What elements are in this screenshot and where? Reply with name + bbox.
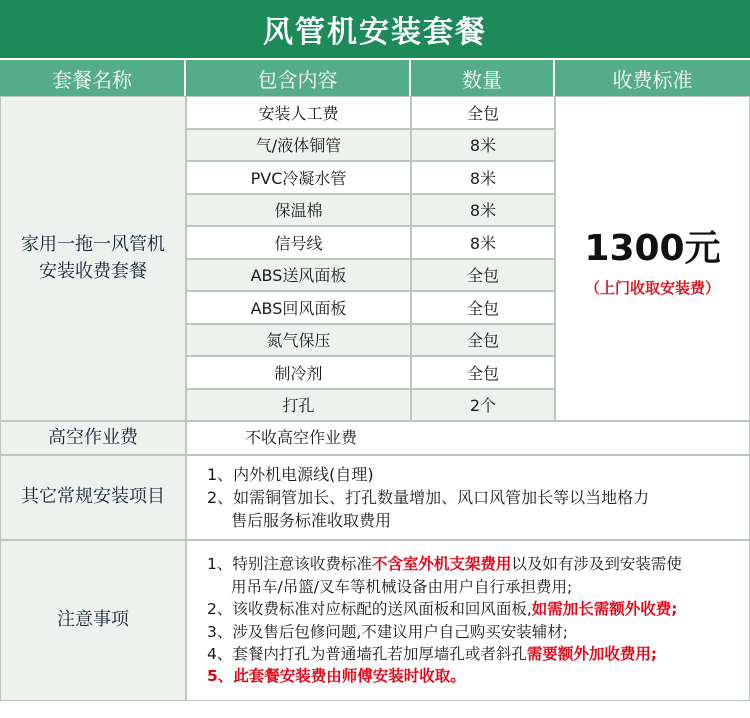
package-price bbox=[555, 96, 750, 421]
item-content: ABS送风面板 bbox=[186, 259, 411, 292]
table-header bbox=[0, 60, 750, 96]
item-content: 制冷剂 bbox=[186, 356, 411, 389]
other-name: 其它常规安装项目 bbox=[0, 455, 186, 540]
item-quantity: 8米 bbox=[411, 129, 555, 162]
item-quantity: 全包 bbox=[411, 324, 555, 357]
note-4: 4、套餐内打孔为普通墙孔若加厚墙孔或者斜孔需要额外加收费用; bbox=[207, 644, 658, 663]
item-quantity: 全包 bbox=[411, 259, 555, 292]
item-quantity: 2个 bbox=[411, 389, 555, 422]
item-content: 保温棉 bbox=[186, 194, 411, 227]
item-content: PVC冷凝水管 bbox=[186, 161, 411, 194]
package-name bbox=[0, 96, 186, 421]
other-line1: 1、内外机电源线(自理) bbox=[207, 464, 374, 484]
header-content: 包含内容 bbox=[186, 60, 411, 96]
item-quantity: 全包 bbox=[411, 291, 555, 324]
item-content: 信号线 bbox=[186, 226, 411, 259]
other-line3: 售后服务标准收取费用 bbox=[231, 511, 392, 531]
notes-text bbox=[186, 540, 750, 701]
note-3: 3、涉及售后包修问题,不建议用户自己购买安装辅材; bbox=[207, 622, 569, 641]
note-1-cont: 用吊车/吊篮/叉车等机械设备由用户自行承担费用; bbox=[231, 577, 573, 596]
package-name-line1: 家用一拖一风管机 bbox=[21, 234, 165, 256]
item-quantity: 全包 bbox=[411, 96, 555, 129]
other-line2: 2、如需铜管加长、打孔数量增加、风口风管加长等以当地格力 bbox=[207, 487, 650, 507]
item-quantity: 8米 bbox=[411, 161, 555, 194]
item-quantity: 全包 bbox=[411, 356, 555, 389]
item-content: 打孔 bbox=[186, 389, 411, 422]
other-text bbox=[186, 455, 750, 540]
header-name: 套餐名称 bbox=[0, 60, 186, 96]
item-content: 氮气保压 bbox=[186, 324, 411, 357]
note-5: 5、此套餐安装费由师傅安装时收取。 bbox=[207, 667, 466, 686]
item-content: 气/液体铜管 bbox=[186, 129, 411, 162]
item-content: 安装人工费 bbox=[186, 96, 411, 129]
price-note: （上门收取安装费） bbox=[584, 278, 720, 297]
item-content: ABS回风面板 bbox=[186, 291, 411, 324]
page-title: 风管机安装套餐 bbox=[263, 15, 487, 50]
header-quantity: 数量 bbox=[411, 60, 555, 96]
high-altitude-text: 不收高空作业费 bbox=[186, 421, 750, 455]
notes-name: 注意事项 bbox=[0, 540, 186, 701]
item-quantity: 8米 bbox=[411, 194, 555, 227]
item-quantity: 8米 bbox=[411, 226, 555, 259]
price-value: 1300元 bbox=[584, 227, 721, 269]
note-2: 2、该收费标准对应标配的送风面板和回风面板,如需加长需额外收费; bbox=[207, 600, 678, 619]
package-name-line2: 安装收费套餐 bbox=[39, 260, 147, 282]
title-bar bbox=[0, 0, 750, 58]
note-1: 1、特别注意该收费标准不含室外机支架费用以及如有涉及到安装需使 bbox=[207, 555, 682, 574]
high-altitude-name: 高空作业费 bbox=[0, 421, 186, 455]
header-fee: 收费标准 bbox=[612, 67, 693, 92]
